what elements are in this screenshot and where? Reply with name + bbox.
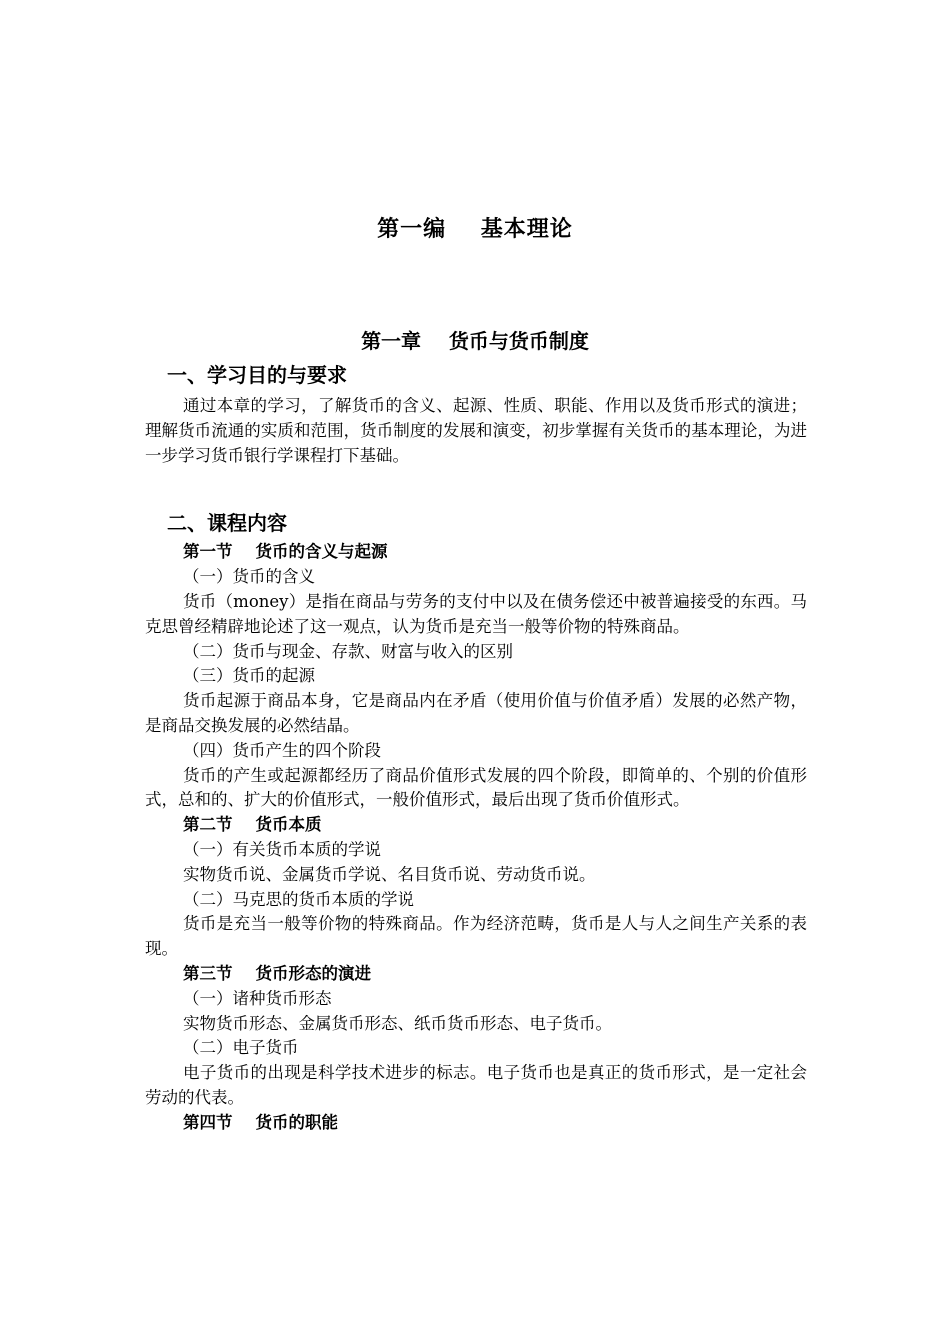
section-3-title: 第三节 货币形态的演进 <box>183 963 371 983</box>
section-1-subheading-2: （二）货币与现金、存款、财富与收入的区别 <box>183 641 513 661</box>
section-3-subheading-2: （二）电子货币 <box>183 1038 299 1058</box>
section-1-subheading-4: （四）货币产生的四个阶段 <box>183 740 381 760</box>
section-4-title: 第四节 货币的职能 <box>183 1112 338 1132</box>
section-2-subheading-2: （二）马克思的货币本质的学说 <box>183 889 414 909</box>
part-title: 第一编 基本理论 <box>377 216 573 242</box>
section-3-paragraph-2: 电子货币的出现是科学技术进步的标志。电子货币也是真正的货币形式，是一定社会劳动的代表。 <box>145 1063 807 1107</box>
section-1-subheading-1: （一）货币的含义 <box>183 567 315 587</box>
section-2-text-1: 实物货币说、金属货币学说、名目货币说、劳动货币说。 <box>183 864 596 884</box>
section-1-subheading-3: （三）货币的起源 <box>183 666 315 686</box>
section-1-title: 第一节 货币的含义与起源 <box>183 542 388 562</box>
heading-objectives: 一、学习目的与要求 <box>167 363 347 387</box>
heading-course-content: 二、课程内容 <box>167 511 287 536</box>
section-1-paragraph-4: 货币的产生或起源都经历了商品价值形式发展的四个阶段，即简单的、个别的价值形式，总和的、扩大的价值形式，一般价值形式，最后出现了货币价值形式。 <box>145 765 807 810</box>
document-body <box>145 360 807 1136</box>
section-3-text-1: 实物货币形态、金属货币形态、纸币货币形态、电子货币。 <box>183 1013 612 1033</box>
objectives-paragraph: 通过本章的学习，了解货币的含义、起源、性质、职能、作用以及货币形式的演进；理解货币流通的实质和范围，货币制度的发展和演变，初步掌握有关货币的基本理论，为进一步学习货币银行学课程打下基础。 <box>145 396 807 465</box>
section-1-paragraph-1: 货币（money）是指在商品与劳务的支付中以及在债务偿还中被普遍接受的东西。马克思曾经精辟地论述了这一观点，认为货币是充当一般等价物的特殊商品。 <box>145 591 807 636</box>
chapter-title: 第一章 货币与货币制度 <box>361 329 589 353</box>
section-3-subheading-1: （一）诸种货币形态 <box>183 988 332 1008</box>
section-2-paragraph-2: 货币是充当一般等价物的特殊商品。作为经济范畴，货币是人与人之间生产关系的表现。 <box>145 914 807 959</box>
section-2-title: 第二节 货币本质 <box>183 815 322 835</box>
section-2-subheading-1: （一）有关货币本质的学说 <box>183 839 381 859</box>
section-1-paragraph-3: 货币起源于商品本身，它是商品内在矛盾（使用价值与价值矛盾）发展的必然产物，是商品交换发展的必然结晶。 <box>145 691 807 735</box>
